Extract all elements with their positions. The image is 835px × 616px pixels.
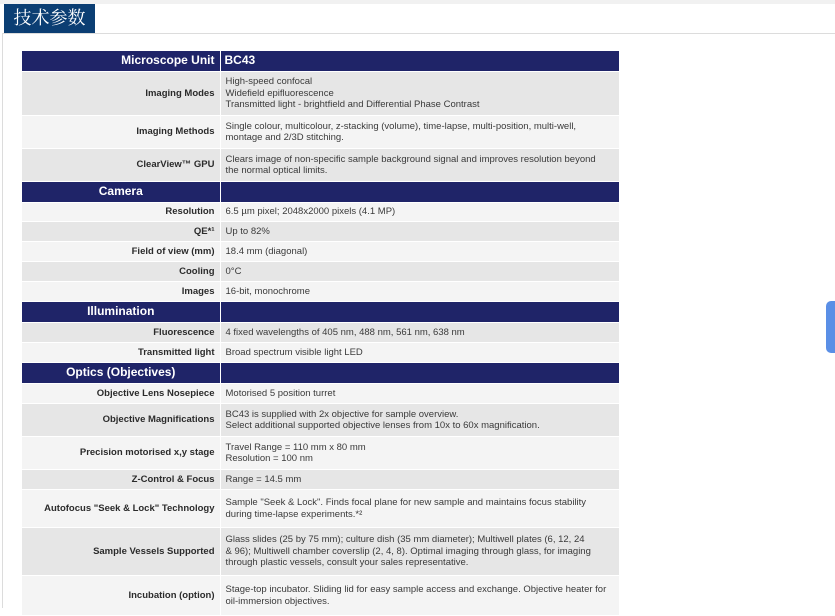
row-value: 18.4 mm (diagonal) bbox=[220, 242, 619, 262]
table-row bbox=[22, 343, 619, 363]
table-row bbox=[22, 116, 619, 149]
row-value: Sample "Seek & Lock". Finds focal plane for new sample and maintains focus stability during time-lapse experiments.*² bbox=[220, 490, 619, 528]
table-row bbox=[22, 490, 619, 528]
table-header-camera bbox=[22, 182, 619, 203]
row-value: Range = 14.5 mm bbox=[220, 470, 619, 490]
row-label: Cooling bbox=[22, 262, 220, 282]
row-label: Z-Control & Focus bbox=[22, 470, 220, 490]
content-border bbox=[2, 33, 3, 608]
row-value: 6.5 µm pixel; 2048x2000 pixels (4.1 MP) bbox=[220, 203, 619, 222]
row-value: BC43 is supplied with 2x objective for sample overview. Select additional supported objective lenses from 10x to 60x magnification. bbox=[220, 404, 619, 437]
header-value bbox=[220, 302, 619, 323]
row-label: Objective Lens Nosepiece bbox=[22, 384, 220, 404]
header-label: Microscope Unit bbox=[22, 51, 220, 72]
header-label: Optics (Objectives) bbox=[22, 363, 220, 384]
table-row bbox=[22, 282, 619, 302]
table-row bbox=[22, 404, 619, 437]
table-header-illumination bbox=[22, 302, 619, 323]
specs-table bbox=[22, 51, 619, 616]
table-row bbox=[22, 149, 619, 182]
row-label: Images bbox=[22, 282, 220, 302]
row-label: Autofocus "Seek & Lock" Technology bbox=[22, 490, 220, 528]
row-label: Field of view (mm) bbox=[22, 242, 220, 262]
row-value: 0°C bbox=[220, 262, 619, 282]
table-row bbox=[22, 203, 619, 222]
row-label: Imaging Modes bbox=[22, 72, 220, 116]
row-value: Up to 82% bbox=[220, 222, 619, 242]
row-label: Transmitted light bbox=[22, 343, 220, 363]
row-label: QE*¹ bbox=[22, 222, 220, 242]
header-label: Illumination bbox=[22, 302, 220, 323]
table-row bbox=[22, 528, 619, 576]
table-row bbox=[22, 323, 619, 343]
row-label: Sample Vessels Supported bbox=[22, 528, 220, 576]
row-value: 4 fixed wavelengths of 405 nm, 488 nm, 561 nm, 638 nm bbox=[220, 323, 619, 343]
row-value: Broad spectrum visible light LED bbox=[220, 343, 619, 363]
section-header bbox=[2, 4, 835, 34]
header-label: Camera bbox=[22, 182, 220, 203]
table-row bbox=[22, 384, 619, 404]
row-value: Stage-top incubator. Sliding lid for easy sample access and exchange. Objective heater for oil-immersion objectives. bbox=[220, 576, 619, 616]
row-label: Incubation (option) bbox=[22, 576, 220, 616]
row-label: Imaging Methods bbox=[22, 116, 220, 149]
row-value: Glass slides (25 by 75 mm); culture dish (35 mm diameter); Multiwell plates (6, 12, 24 & 96); Multiwell chamber coverslip (2, 4, 8). Optimal imaging through glass, for imaging through plastic vessels, consult your sales representative. bbox=[220, 528, 619, 576]
header-value: BC43 bbox=[220, 51, 619, 72]
row-label: Resolution bbox=[22, 203, 220, 222]
row-value: Clears image of non-specific sample background signal and improves resolution beyond the normal optical limits. bbox=[220, 149, 619, 182]
section-title: 技术参数 bbox=[4, 4, 95, 33]
table-header-microscope-unit bbox=[22, 51, 619, 72]
row-value: Travel Range = 110 mm x 80 mm Resolution = 100 nm bbox=[220, 437, 619, 470]
table-header-optics bbox=[22, 363, 619, 384]
header-value bbox=[220, 182, 619, 203]
table-row bbox=[22, 72, 619, 116]
row-label: Fluorescence bbox=[22, 323, 220, 343]
table-row bbox=[22, 470, 619, 490]
side-tab-button[interactable] bbox=[826, 301, 835, 353]
row-value: Single colour, multicolour, z-stacking (volume), time-lapse, multi-position, multi-well, montage and 2/3D stitching. bbox=[220, 116, 619, 149]
row-value: High-speed confocal Widefield epifluorescence Transmitted light - brightfield and Differential Phase Contrast bbox=[220, 72, 619, 116]
table-row bbox=[22, 242, 619, 262]
header-value bbox=[220, 363, 619, 384]
row-value: 16-bit, monochrome bbox=[220, 282, 619, 302]
table-row bbox=[22, 576, 619, 616]
row-label: Precision motorised x,y stage bbox=[22, 437, 220, 470]
row-label: Objective Magnifications bbox=[22, 404, 220, 437]
table-row bbox=[22, 222, 619, 242]
row-label: ClearView™ GPU bbox=[22, 149, 220, 182]
table-row bbox=[22, 437, 619, 470]
table-row bbox=[22, 262, 619, 282]
row-value: Motorised 5 position turret bbox=[220, 384, 619, 404]
